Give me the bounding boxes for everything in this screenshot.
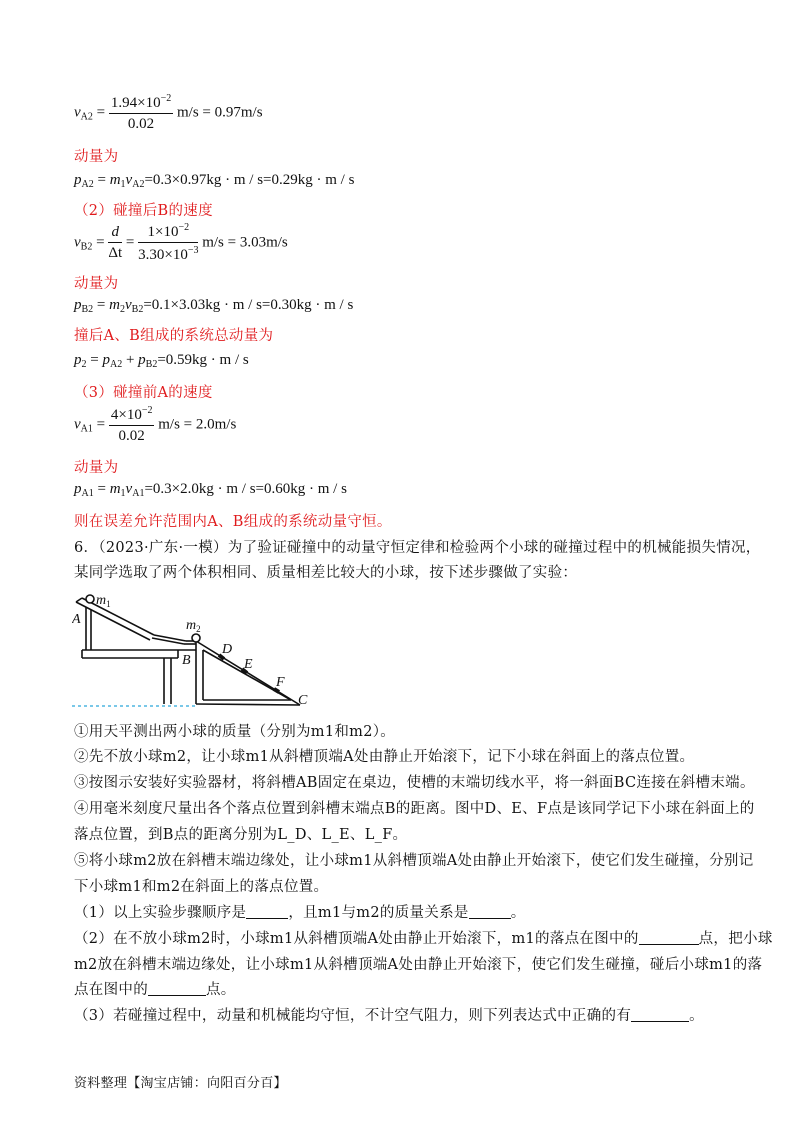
- subq-2: （2）在不放小球m2时，小球m1从斜槽顶端A处由静止开始滚下，m1的落点在图中的 点，把小球: [74, 931, 773, 947]
- answer-blank-1[interactable]: [246, 904, 288, 919]
- step-3: ③按图示安装好实验器材，将斜槽AB固定在桌边，使槽的末端切线水平，将一斜面BC连接在斜槽末端。: [74, 775, 755, 791]
- eq-vB2: $v_{B2}$ = $\frac{d}{\Delta t}$ = $\frac{1\times 10^{-2}}{3.30\times 10^{-3}}$ m/s = 3.03m/s: [74, 222, 288, 263]
- q6-intro-line1: 6．（2023·广东·一模）为了验证碰撞中的动量守恒定律和检验两个小球的碰撞过程中的机械能损失情况，: [74, 540, 761, 556]
- label-momentum-3: 动量为: [74, 460, 119, 476]
- label-C: C: [298, 693, 308, 708]
- subq-2-end: 点在图中的 点。: [74, 982, 236, 998]
- eq-pA1: $p_{A1} = m_1v_{A1}=0.3\times 2.0kg \cdot m / s=0.60kg \cdot m / s$: [74, 481, 347, 499]
- label-A: A: [72, 612, 81, 627]
- step-2: ②先不放小球m2，让小球m1从斜槽顶端A处由静止开始滚下，记下小球在斜面上的落点位置。: [74, 749, 695, 765]
- step-5-cont: 下小球m1和m2在斜面上的落点位置。: [74, 879, 329, 895]
- step-4: ④用毫米刻度尺量出各个落点位置到斜槽末端点B的距离。图中D、E、F点是该同学记下小球在斜面上的: [74, 801, 755, 817]
- answer-blank-4[interactable]: [148, 981, 206, 996]
- label-m2: $m_2$: [186, 618, 201, 634]
- subq-3: （3）若碰撞过程中，动量和机械能均守恒，不计空气阻力，则下列表达式中正确的有 。: [74, 1008, 704, 1024]
- subq-2-cont: m2放在斜槽末端边缘处，让小球m1从斜槽顶端A处由静止开始滚下，使它们发生碰撞，碰后小球m1的落: [74, 957, 763, 973]
- label-E: E: [244, 657, 253, 672]
- q6-intro-line2: 某同学选取了两个体积相同、质量相差比较大的小球，按下述步骤做了实验：: [74, 565, 578, 581]
- fraction: $\frac{4\times 10^{-2}}{0.02}$: [110, 405, 153, 444]
- label-B: B: [182, 653, 191, 668]
- subq-1: （1）以上实验步骤顺序是 ，且m1与m2的质量关系是 。: [74, 905, 526, 921]
- label-D: D: [222, 642, 233, 657]
- answer-blank-3[interactable]: [639, 930, 699, 945]
- label-m1: $m_1$: [96, 593, 111, 609]
- label-momentum-1: 动量为: [74, 149, 119, 165]
- fraction: $\frac{1\times 10^{-2}}{3.30\times 10^{-3}}$: [138, 222, 199, 263]
- step-5: ⑤将小球m2放在斜槽末端边缘处，让小球m1从斜槽顶端A处由静止开始滚下，使它们发生碰撞，分别记: [74, 853, 754, 869]
- answer-blank-5[interactable]: [631, 1007, 689, 1022]
- fraction: $\frac{1.94\times 10^{-2}}{0.02}$: [110, 93, 172, 132]
- footer: 资料整理【淘宝店铺：向阳百分百】: [74, 1076, 287, 1091]
- eq-pB2: $p_{B2} = m_2v_{B2}=0.1\times 3.03kg \cdot m / s=0.30kg \cdot m / s$: [74, 297, 354, 315]
- ball-m1: [86, 595, 94, 603]
- answer-blank-2[interactable]: [469, 904, 511, 919]
- eq-vA2: $v_{A2}$ = $\frac{1.94\times 10^{-2}}{0.02}$ m/s = 0.97m/s: [74, 93, 263, 132]
- step3-heading: （3）碰撞前A的速度: [74, 385, 213, 401]
- eq-p2: $p_2 = p_{A2} + p_{B2}=0.59kg \cdot m / s$: [74, 352, 249, 370]
- label-momentum-2: 动量为: [74, 276, 119, 292]
- step-4-cont: 落点位置，到B点的距离分别为L_D、L_E、L_F。: [74, 827, 408, 843]
- conclusion: 则在误差允许范围内A、B组成的系统动量守恒。: [74, 514, 392, 530]
- experiment-diagram: [72, 588, 322, 713]
- step-1: ①用天平测出两小球的质量（分别为m1和m2）。: [74, 724, 396, 740]
- label-F: F: [276, 675, 285, 690]
- eq-pA2: $p_{A2} = m_1v_{A2}=0.3\times 0.97kg \cdot m / s=0.29kg \cdot m / s$: [74, 172, 355, 190]
- step2-heading: （2）碰撞后B的速度: [74, 203, 213, 219]
- total-momentum-heading: 撞后A、B组成的系统总动量为: [74, 328, 274, 344]
- ball-m2: [192, 634, 200, 642]
- eq-vA1: $v_{A1}$ = $\frac{4\times 10^{-2}}{0.02}$ m/s = 2.0m/s: [74, 405, 237, 444]
- fraction-d-dt: $\frac{d}{\Delta t}$: [108, 224, 123, 261]
